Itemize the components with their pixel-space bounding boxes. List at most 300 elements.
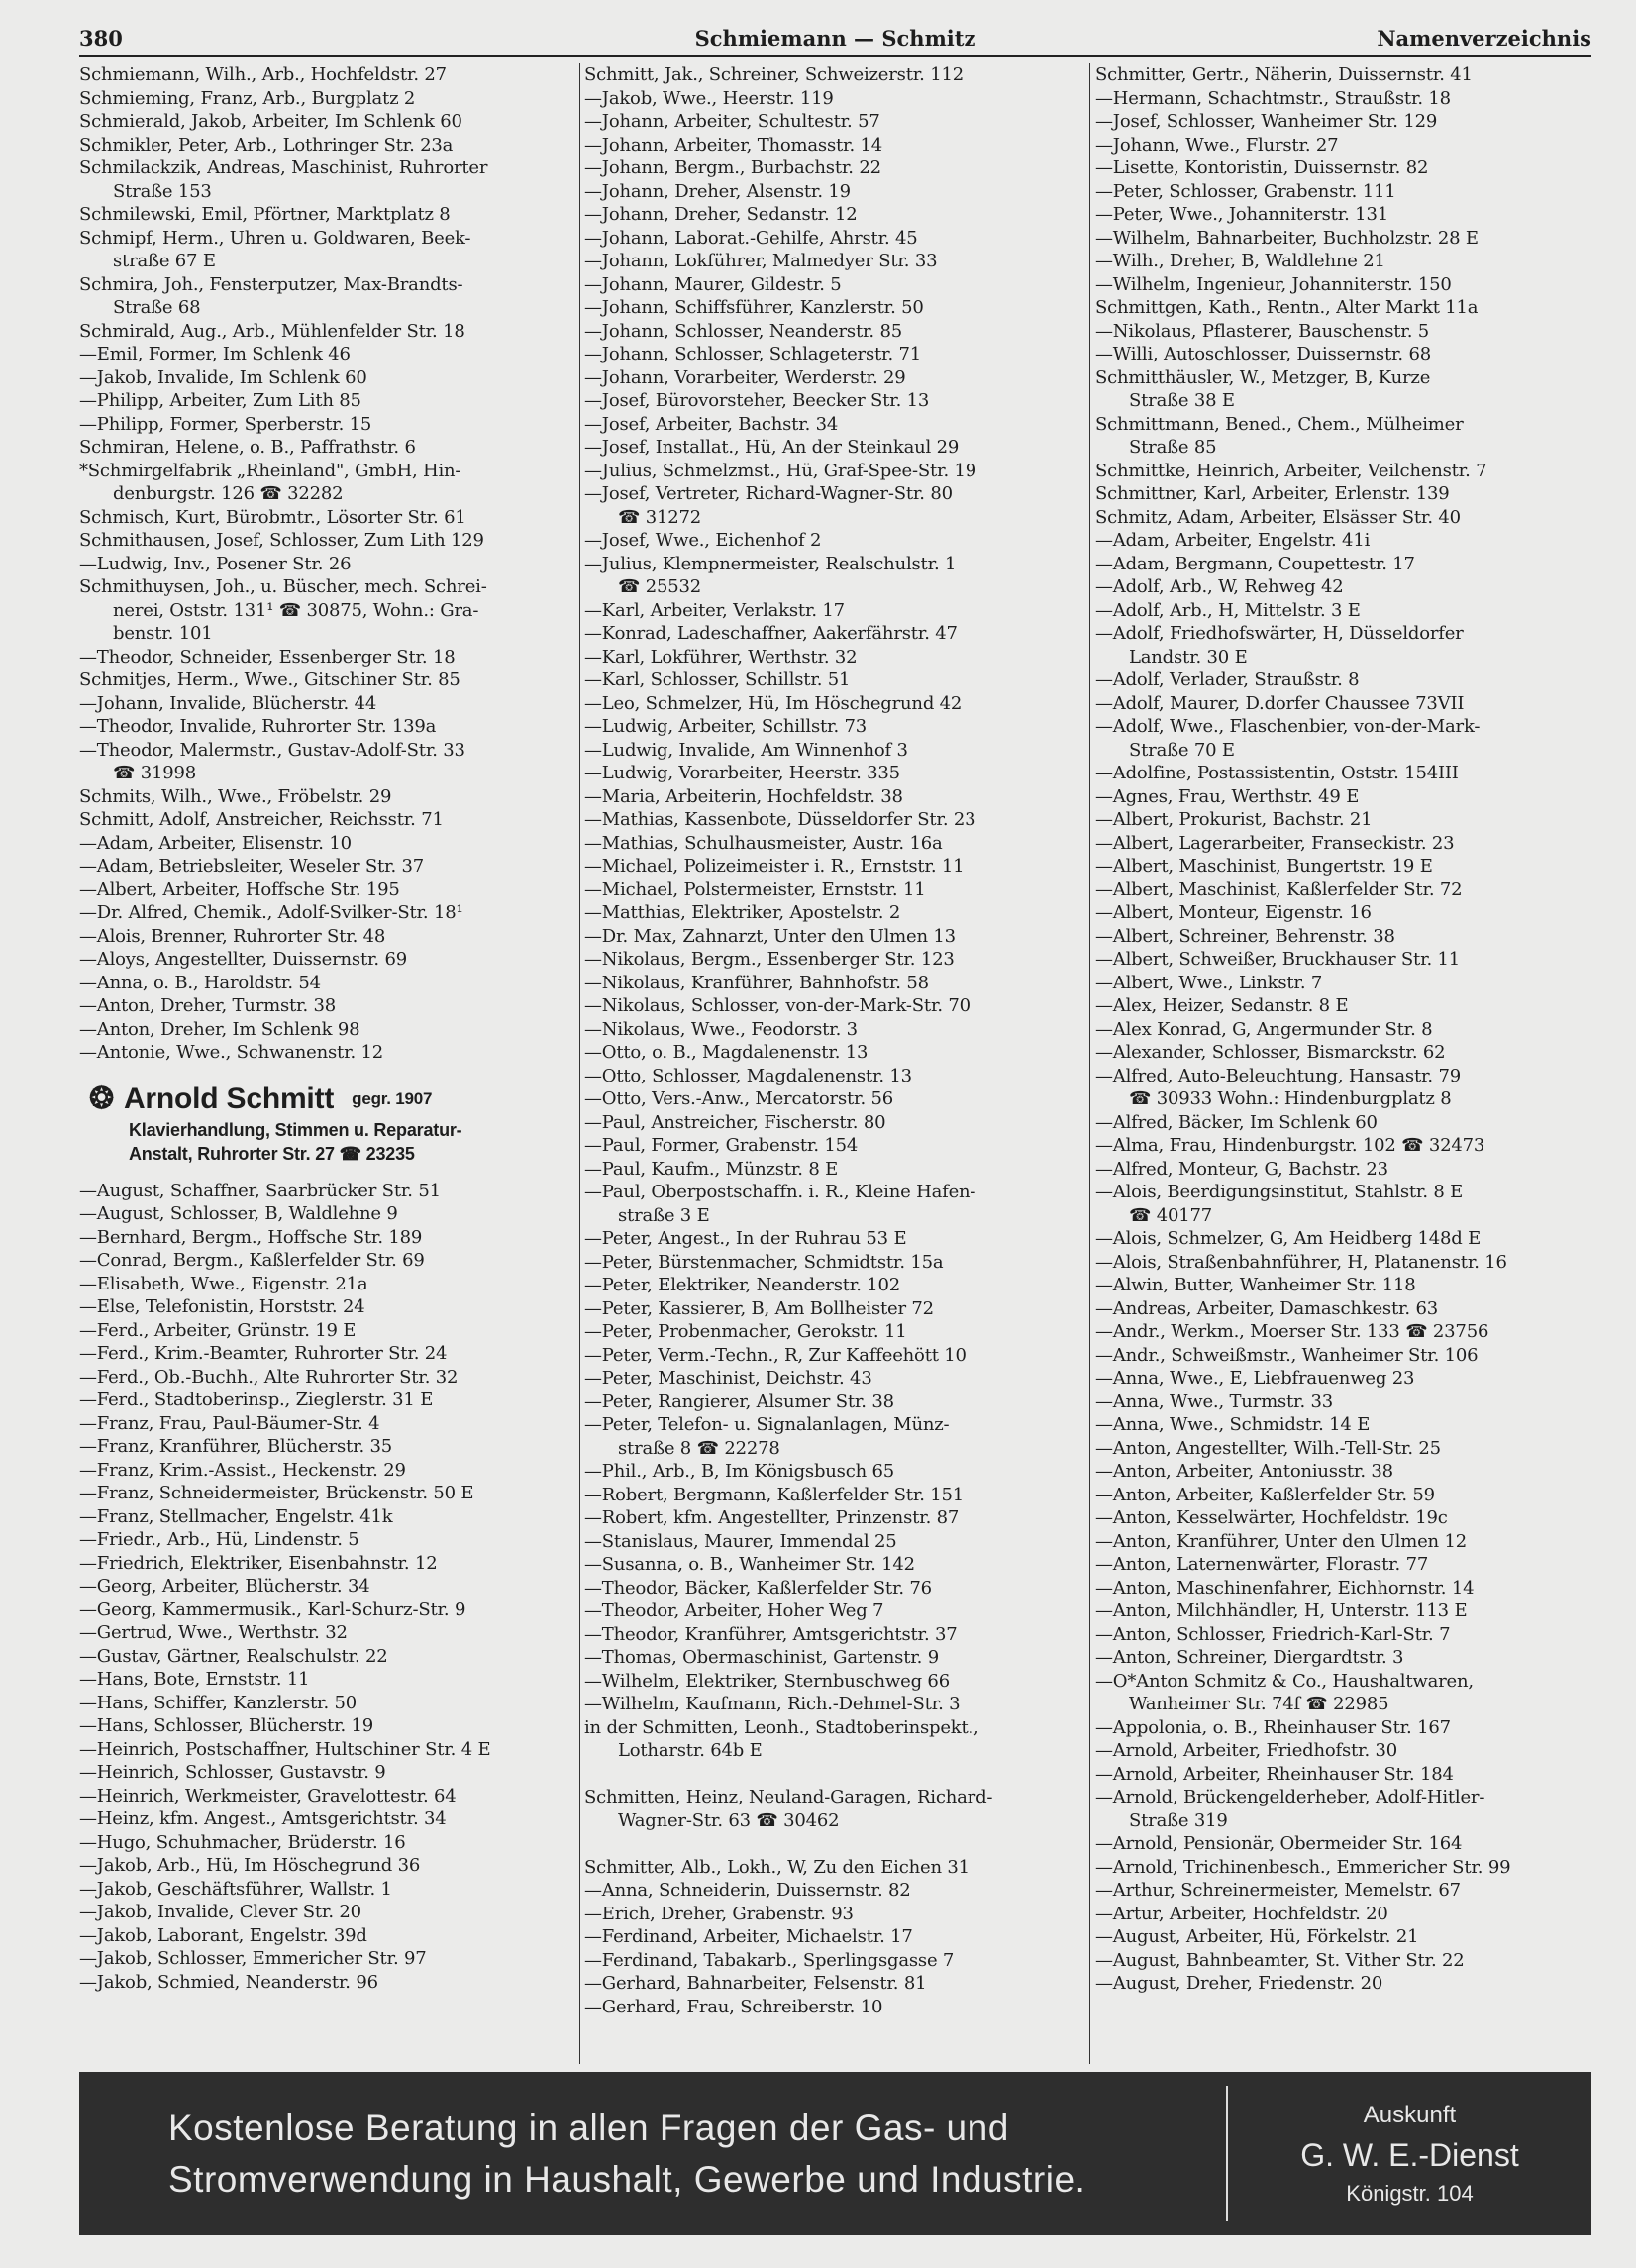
directory-entry <box>1095 273 1595 297</box>
entry-line: —Artur, Arbeiter, Hochfeldstr. 20 <box>1095 1903 1388 1924</box>
entry-line: —Anna, Wwe., Turmstr. 33 <box>1095 1391 1334 1412</box>
entry-line: —Anton, Angestellter, Wilh.-Tell-Str. 25 <box>1095 1437 1441 1459</box>
entry-line: —Aloys, Angestellter, Duissernstr. 69 <box>79 949 407 970</box>
entry-line: —Anton, Schreiner, Diergardtstr. 3 <box>1095 1647 1404 1668</box>
entry-line: —Elisabeth, Wwe., Eigenstr. 21a <box>79 1273 368 1294</box>
directory-entry <box>79 808 579 832</box>
entry-line: —August, Arbeiter, Hü, Förkelstr. 21 <box>1095 1926 1419 1947</box>
directory-entry <box>1095 972 1595 995</box>
entry-line: —Anton, Dreher, Im Schlenk 98 <box>79 1018 360 1040</box>
entry-line: —Alma, Frau, Hindenburgstr. 102 ☎ 32473 <box>1095 1135 1485 1156</box>
directory-entry <box>584 1530 1084 1554</box>
entry-line: —Robert, Bergmann, Kaßlerfelder Str. 151 <box>584 1484 965 1505</box>
directory-entry <box>584 1879 1084 1903</box>
entry-line: —Josef, Vertreter, Richard-Wagner-Str. 80 <box>584 483 953 504</box>
entry-line: Schmilewski, Emil, Pförtner, Marktplatz 8 <box>79 204 451 225</box>
entry-line: —Ferdinand, Tabakarb., Sperlingsgasse 7 <box>584 1949 955 1971</box>
directory-entry <box>1095 180 1595 204</box>
entry-line: —Peter, Probenmacher, Gerokstr. 11 <box>584 1321 907 1342</box>
entry-line: —Phil., Arb., B, Im Königsbusch 65 <box>584 1461 895 1482</box>
entry-line: —Nikolaus, Bergm., Essenberger Str. 123 <box>584 949 955 970</box>
entry-continuation-line: Landstr. 30 E <box>1129 646 1248 668</box>
column-divider <box>579 63 580 2064</box>
directory-entry <box>584 320 1084 344</box>
entry-line: —Adolf, Friedhofswärter, H, Düsseldorfer <box>1095 623 1464 644</box>
entry-line: —Hans, Schlosser, Blücherstr. 19 <box>79 1715 374 1736</box>
directory-entry <box>584 715 1084 739</box>
directory-entry <box>1095 994 1595 1018</box>
directory-entry <box>584 901 1084 925</box>
directory-entry <box>1095 1506 1595 1530</box>
entry-line: —Paul, Former, Grabenstr. 154 <box>584 1135 859 1156</box>
directory-entry <box>584 855 1084 878</box>
entry-line: —Ferd., Ob.-Buchh., Alte Ruhrorter Str. 32 <box>79 1366 459 1388</box>
entry-line: —Johann, Wwe., Flurstr. 27 <box>1095 134 1339 155</box>
entry-line: —Arnold, Arbeiter, Friedhofstr. 30 <box>1095 1740 1398 1761</box>
directory-entry <box>584 250 1084 273</box>
directory-entry <box>1095 1763 1595 1787</box>
directory-entry <box>79 1947 579 1971</box>
directory-entry <box>79 1645 579 1669</box>
directory-entry <box>584 832 1084 856</box>
entry-line: —Otto, o. B., Magdalenenstr. 13 <box>584 1042 869 1063</box>
entry-line: —Michael, Polizeimeister i. R., Ernststr. 11 <box>584 856 965 876</box>
entry-line: Schmieming, Franz, Arb., Burgplatz 2 <box>79 87 416 109</box>
entry-line: —Leo, Schmelzer, Hü, Im Höschegrund 42 <box>584 692 963 714</box>
directory-entry <box>79 343 579 366</box>
entry-line: —Wilhelm, Ingenieur, Johanniterstr. 150 <box>1095 273 1452 295</box>
directory-entry <box>584 134 1084 157</box>
entry-line: —Franz, Stellmacher, Engelstr. 41k <box>79 1505 393 1527</box>
directory-entry <box>584 553 1084 599</box>
directory-column-3 <box>1095 63 1595 2064</box>
entry-line: —Julius, Klempnermeister, Realschulstr. 1 <box>584 553 957 574</box>
directory-entry <box>584 669 1084 692</box>
directory-entry <box>79 646 579 670</box>
directory-entry <box>79 1389 579 1412</box>
entry-line: —Konrad, Ladeschaffner, Aakerfährstr. 47 <box>584 623 958 644</box>
entry-line: —Bernhard, Bergm., Hoffsche Str. 189 <box>79 1226 423 1248</box>
entry-line: —Johann, Schiffsführer, Kanzlerstr. 50 <box>584 297 924 318</box>
entry-line: —O*Anton Schmitz & Co., Haushaltwaren, <box>1095 1670 1474 1692</box>
entry-line: —Karl, Schlosser, Schillstr. 51 <box>584 670 851 690</box>
entry-line: —Theodor, Malermstr., Gustav-Adolf-Str. 33 <box>79 739 465 761</box>
directory-entry <box>79 901 579 925</box>
directory-entry <box>1095 506 1595 530</box>
directory-entry <box>584 63 1084 87</box>
directory-entry <box>79 1575 579 1598</box>
entry-line: —Jakob, Invalide, Im Schlenk 60 <box>79 366 367 388</box>
entry-line: —Nikolaus, Wwe., Feodorstr. 3 <box>584 1018 858 1040</box>
entry-line: —Heinz, kfm. Angest., Amtsgerichtstr. 34 <box>79 1808 447 1829</box>
directory-entry <box>1095 1832 1595 1856</box>
entry-line: —Jakob, Invalide, Clever Str. 20 <box>79 1902 361 1922</box>
entry-line: —Arthur, Schreinermeister, Memelstr. 67 <box>1095 1880 1461 1901</box>
entry-line: Schmirald, Aug., Arb., Mühlenfelder Str. 18 <box>79 320 465 342</box>
directory-entry <box>79 273 579 320</box>
directory-entry <box>584 343 1084 366</box>
directory-entry <box>1095 1437 1595 1461</box>
directory-entry <box>79 1041 579 1065</box>
entry-line: —Johann, Dreher, Sedanstr. 12 <box>584 204 858 225</box>
entry-line: —Josef, Wwe., Eichenhof 2 <box>584 530 822 551</box>
entry-line: —Emil, Former, Im Schlenk 46 <box>79 344 351 364</box>
directory-entry <box>79 413 579 437</box>
directory-entry <box>79 1366 579 1390</box>
arnold-schmitt-advertisement <box>79 1081 579 1166</box>
entry-line: —Theodor, Bäcker, Kaßlerfelder Str. 76 <box>584 1577 932 1598</box>
directory-entry <box>1095 622 1595 669</box>
directory-entry <box>584 948 1084 972</box>
directory-entry <box>79 1971 579 1995</box>
directory-entry <box>79 320 579 344</box>
entry-line: —Gerhard, Frau, Schreiberstr. 10 <box>584 1996 883 2017</box>
entry-line: —Erich, Dreher, Grabenstr. 93 <box>584 1903 854 1924</box>
entry-line: Schmitz, Adam, Arbeiter, Elsässer Str. 40 <box>1095 506 1461 528</box>
directory-entry <box>79 715 579 739</box>
entry-line: —Albert, Schreiner, Behrenstr. 38 <box>1095 925 1395 947</box>
entry-line: —Adam, Betriebsleiter, Weseler Str. 37 <box>79 856 425 876</box>
directory-entry <box>79 1018 579 1042</box>
entry-line: —Josef, Arbeiter, Bachstr. 34 <box>584 413 839 435</box>
directory-entry <box>1095 1856 1595 1880</box>
entry-line: —Michael, Polstermeister, Ernststr. 11 <box>584 878 926 900</box>
entry-line: —Adolf, Arb., H, Mittelstr. 3 E <box>1095 599 1361 621</box>
entry-line: —Anton, Kranführer, Unter den Ulmen 12 <box>1095 1530 1467 1552</box>
entry-continuation-line: Straße 68 <box>113 297 201 318</box>
entry-line: —Albert, Prokurist, Bachstr. 21 <box>1095 809 1373 830</box>
directory-entry <box>79 1319 579 1343</box>
directory-entry <box>1095 1413 1595 1437</box>
directory-entry <box>79 1598 579 1622</box>
entry-line: —Maria, Arbeiterin, Hochfeldstr. 38 <box>584 785 903 807</box>
directory-entry <box>584 1693 1084 1716</box>
entry-line: —Conrad, Bergm., Kaßlerfelder Str. 69 <box>79 1250 425 1271</box>
entry-line: —Robert, kfm. Angestellter, Prinzenstr. 87 <box>584 1507 960 1528</box>
directory-entry <box>584 1599 1084 1623</box>
directory-entry <box>1095 1670 1595 1716</box>
entry-line: —Johann, Schlosser, Schlageterstr. 71 <box>584 344 922 364</box>
ad-service-name: G. W. E.-Dienst <box>1300 2136 1519 2173</box>
directory-entry <box>584 1856 1084 1880</box>
entry-line: Schmilackzik, Andreas, Maschinist, Ruhrorter <box>79 157 488 178</box>
directory-entry <box>1095 482 1595 506</box>
entry-line: —Philipp, Former, Sperberstr. 15 <box>79 413 372 435</box>
directory-entry <box>79 1273 579 1296</box>
entry-line: Schmisch, Kurt, Bürobmtr., Lösorter Str. 61 <box>79 506 466 528</box>
directory-entry <box>584 1646 1084 1670</box>
entry-line: —Jakob, Geschäftsführer, Wallstr. 1 <box>79 1878 392 1900</box>
directory-entry <box>584 1460 1084 1484</box>
entry-line: Schmithausen, Josef, Schlosser, Zum Lith 129 <box>79 530 484 551</box>
entry-line: —Ludwig, Vorarbeiter, Heerstr. 335 <box>584 763 900 783</box>
entry-line: —Andr., Schweißmstr., Wanheimer Str. 106 <box>1095 1344 1479 1366</box>
entry-line: —Wilh., Dreher, B, Waldlehne 21 <box>1095 251 1385 271</box>
entry-line: Schmittner, Karl, Arbeiter, Erlenstr. 139 <box>1095 483 1450 504</box>
entry-line: —Wilhelm, Bahnarbeiter, Buchholzstr. 28 E <box>1095 227 1479 249</box>
entry-line: —Peter, Angest., In der Ruhrau 53 E <box>584 1228 907 1249</box>
entry-line: Schmipf, Herm., Uhren u. Goldwaren, Beek- <box>79 227 471 249</box>
directory-entry <box>1095 460 1595 483</box>
directory-entry <box>79 1249 579 1273</box>
directory-entry <box>1095 1553 1595 1577</box>
directory-entry <box>79 1785 579 1808</box>
directory-entry <box>1095 203 1595 227</box>
directory-entry <box>584 808 1084 832</box>
directory-entry <box>79 1552 579 1576</box>
directory-entry <box>584 1903 1084 1926</box>
directory-entry <box>584 460 1084 483</box>
directory-entry <box>1095 901 1595 925</box>
entry-line: —Philipp, Arbeiter, Zum Lith 85 <box>79 390 361 411</box>
directory-entry <box>79 134 579 157</box>
directory-entry <box>1095 1320 1595 1344</box>
entry-line: —Alwin, Butter, Wanheimer Str. 118 <box>1095 1275 1416 1295</box>
directory-entry <box>584 1925 1084 1949</box>
directory-entry <box>584 1949 1084 1973</box>
entry-line: Schmithuysen, Joh., u. Büscher, mech. Schrei- <box>79 576 487 597</box>
entry-line: —Otto, Schlosser, Magdalenenstr. 13 <box>584 1065 912 1086</box>
directory-entry <box>584 203 1084 227</box>
directory-entry <box>79 1202 579 1226</box>
directory-entry <box>1095 1739 1595 1763</box>
entry-line: —Franz, Krim.-Assist., Heckenstr. 29 <box>79 1459 406 1481</box>
directory-entry <box>584 1413 1084 1460</box>
directory-entry <box>584 646 1084 670</box>
entry-line: —Theodor, Invalide, Ruhrorter Str. 139a <box>79 716 437 737</box>
entry-line: —Dr. Alfred, Chemik., Adolf-Svilker-Str. 18¹ <box>79 902 463 923</box>
entry-line: —Antonie, Wwe., Schwanenstr. 12 <box>79 1042 384 1063</box>
entry-line: —Mathias, Schulhausmeister, Austr. 16a <box>584 832 943 854</box>
directory-entry <box>584 622 1084 646</box>
entry-line: —Franz, Schneidermeister, Brückenstr. 50 E <box>79 1483 474 1503</box>
directory-entry <box>1095 1786 1595 1832</box>
ad-text-line-1: Kostenlose Beratung in allen Fragen der Gas- und <box>168 2107 1009 2148</box>
directory-entry <box>79 553 579 576</box>
directory-entry <box>1095 250 1595 273</box>
entry-line: —Alois, Schmelzer, G, Am Heidberg 148d E <box>1095 1228 1482 1249</box>
entry-line: —Else, Telefonistin, Horststr. 24 <box>79 1296 365 1317</box>
entry-line: —Ferd., Krim.-Beamter, Ruhrorter Str. 24 <box>79 1343 448 1364</box>
directory-entry <box>79 1854 579 1878</box>
directory-entry <box>584 482 1084 529</box>
entry-line: Schmitter, Alb., Lokh., W, Zu den Eichen 31 <box>584 1856 970 1878</box>
directory-entry <box>584 1181 1084 1227</box>
directory-entry <box>584 273 1084 297</box>
entry-line: —Alex Konrad, G, Angermunder Str. 8 <box>1095 1018 1433 1040</box>
entry-line: —Johann, Vorarbeiter, Werderstr. 29 <box>584 366 906 388</box>
directory-entry <box>1095 599 1595 623</box>
entry-line: —Matthias, Elektriker, Apostelstr. 2 <box>584 902 901 923</box>
entry-line: —Gustav, Gärtner, Realschulstr. 22 <box>79 1645 388 1667</box>
entry-line: —Anton, Arbeiter, Antoniusstr. 38 <box>1095 1461 1393 1482</box>
directory-entry <box>1095 413 1595 460</box>
entry-continuation-line: Wagner-Str. 63 ☎ 30462 <box>618 1809 840 1831</box>
directory-entry <box>1095 63 1595 87</box>
entry-line: —Anna, Wwe., Schmidstr. 14 E <box>1095 1414 1371 1435</box>
directory-entry <box>79 366 579 390</box>
entry-line: —Stanislaus, Maurer, Immendal 25 <box>584 1530 897 1552</box>
directory-entry <box>1095 1972 1595 1996</box>
entry-line: —Nikolaus, Pflasterer, Bauschenstr. 5 <box>1095 320 1430 342</box>
entry-line: —Adam, Arbeiter, Elisenstr. 10 <box>79 832 352 854</box>
entry-line: —Johann, Bergm., Burbachstr. 22 <box>584 157 881 178</box>
directory-entry <box>79 1505 579 1529</box>
entry-line: —Anton, Laternenwärter, Florastr. 77 <box>1095 1554 1429 1575</box>
entry-line: —Adolf, Arb., W, Rehweg 42 <box>1095 576 1344 597</box>
entry-line: —Jakob, Wwe., Heerstr. 119 <box>584 87 834 109</box>
directory-entry <box>584 762 1084 785</box>
directory-entry <box>1095 87 1595 111</box>
entry-line: —Alex, Heizer, Sedanstr. 8 E <box>1095 995 1349 1016</box>
entry-line: —Johann, Dreher, Alsenstr. 19 <box>584 180 851 202</box>
directory-entry <box>584 1251 1084 1275</box>
entry-line: —Agnes, Frau, Werthstr. 49 E <box>1095 785 1360 807</box>
entry-line: —Alfred, Auto-Beleuchtung, Hansastr. 79 <box>1095 1065 1461 1086</box>
entry-line: —Josef, Bürovorsteher, Beecker Str. 13 <box>584 390 930 411</box>
directory-entry <box>584 227 1084 251</box>
entry-continuation-line: straße 67 E <box>113 251 216 271</box>
directory-entry <box>79 1435 579 1459</box>
entry-line: —Albert, Arbeiter, Hoffsche Str. 195 <box>79 878 400 900</box>
entry-line: —Arnold, Brückengelderheber, Adolf-Hitler- <box>1095 1787 1485 1807</box>
entry-line: —Peter, Telefon- u. Signalanlagen, Münz- <box>584 1414 950 1435</box>
directory-entry <box>1095 134 1595 157</box>
column-divider <box>1089 63 1090 2064</box>
directory-entry <box>584 1111 1084 1135</box>
entry-line: —Gertrud, Wwe., Werthstr. 32 <box>79 1622 348 1643</box>
entry-line: —August, Schaffner, Saarbrücker Str. 51 <box>79 1180 441 1201</box>
entry-line: —Jakob, Laborant, Engelstr. 39d <box>79 1924 367 1946</box>
directory-entry <box>79 972 579 995</box>
directory-entry <box>79 669 579 692</box>
spacer <box>584 1763 1084 1787</box>
entry-line: Schmittgen, Kath., Rentn., Alter Markt 11a <box>1095 297 1479 318</box>
entry-line: Schmittke, Heinrich, Arbeiter, Veilchenstr. 7 <box>1095 460 1487 481</box>
directory-entry <box>79 1226 579 1250</box>
directory-entry <box>1095 1484 1595 1507</box>
entry-line: —Anna, o. B., Haroldstr. 54 <box>79 972 321 993</box>
directory-entry <box>584 1320 1084 1344</box>
directory-entry <box>584 1786 1084 1832</box>
entry-line: —Alois, Beerdigungsinstitut, Stahlstr. 8 E <box>1095 1182 1464 1202</box>
directory-entry <box>79 227 579 273</box>
entry-line: —Georg, Kammermusik., Karl-Schurz-Str. 9 <box>79 1598 466 1620</box>
directory-entry <box>79 1482 579 1505</box>
directory-entry <box>584 1018 1084 1042</box>
entry-line: —Otto, Vers.-Anw., Mercatorstr. 56 <box>584 1088 893 1109</box>
entry-line: —Nikolaus, Schlosser, von-der-Mark-Str. 70 <box>584 995 971 1016</box>
directory-entry <box>1095 1041 1595 1065</box>
page-header <box>79 22 1591 57</box>
entry-line: —Paul, Anstreicher, Fischerstr. 80 <box>584 1111 886 1133</box>
entry-continuation-line: denburgstr. 126 ☎ 32282 <box>113 483 344 504</box>
entry-continuation-line: straße 8 ☎ 22278 <box>618 1437 780 1459</box>
directory-entry <box>1095 808 1595 832</box>
entry-line: —Johann, Laborat.-Gehilfe, Ahrstr. 45 <box>584 227 918 249</box>
entry-line: —Theodor, Kranführer, Amtsgerichtstr. 37 <box>584 1623 958 1645</box>
directory-entry <box>1095 1716 1595 1740</box>
entry-line: —Franz, Frau, Paul-Bäumer-Str. 4 <box>79 1412 380 1434</box>
entry-continuation-line: Straße 38 E <box>1129 390 1235 411</box>
entry-line: —Heinrich, Postschaffner, Hultschiner Str. 4 E <box>79 1738 491 1760</box>
directory-entry <box>584 1227 1084 1251</box>
entry-line: —Anton, Maschinenfahrer, Eichhornstr. 14 <box>1095 1577 1475 1598</box>
entry-line: —Friedrich, Elektriker, Eisenbahnstr. 12 <box>79 1552 438 1574</box>
directory-entry <box>584 389 1084 413</box>
directory-entry <box>584 1134 1084 1158</box>
ad-info-label: Auskunft <box>1363 2101 1457 2128</box>
directory-entry <box>79 506 579 530</box>
directory-entry <box>584 1344 1084 1368</box>
entry-continuation-line: ☎ 40177 <box>1129 1204 1213 1226</box>
directory-entry <box>1095 878 1595 902</box>
directory-entry <box>79 994 579 1018</box>
entry-line: —Hugo, Schuhmacher, Brüderstr. 16 <box>79 1831 406 1853</box>
entry-line: —Paul, Oberpostschaffn. i. R., Kleine Hafen- <box>584 1182 976 1202</box>
entry-line: —Albert, Monteur, Eigenstr. 16 <box>1095 902 1372 923</box>
directory-entry <box>1095 1227 1595 1251</box>
directory-entry <box>79 785 579 809</box>
gas-electricity-advertisement <box>79 2072 1591 2235</box>
directory-entry <box>79 63 579 87</box>
entry-line: —Susanna, o. B., Wanheimer Str. 142 <box>584 1554 915 1575</box>
entry-line: —Johann, Lokführer, Malmedyer Str. 33 <box>584 251 938 271</box>
directory-entry <box>584 110 1084 134</box>
directory-entry <box>79 1738 579 1762</box>
entry-line: Schmiran, Helene, o. B., Paffrathstr. 6 <box>79 437 416 458</box>
entry-line: —Andr., Werkm., Moerser Str. 133 ☎ 23756 <box>1095 1321 1489 1342</box>
directory-entry <box>79 1180 579 1203</box>
directory-entry <box>79 389 579 413</box>
directory-entry <box>1095 1111 1595 1135</box>
directory-entry <box>79 1621 579 1645</box>
directory-entry <box>79 855 579 878</box>
entry-line: —Hans, Schiffer, Kanzlerstr. 50 <box>79 1692 358 1713</box>
directory-entry <box>79 1412 579 1436</box>
entry-line: Schmitt, Jak., Schreiner, Schweizerstr. 112 <box>584 64 964 85</box>
entry-line: —Thomas, Obermaschinist, Gartenstr. 9 <box>584 1647 939 1668</box>
directory-entry <box>1095 1646 1595 1670</box>
directory-entry <box>1095 832 1595 856</box>
directory-entry <box>1095 1134 1595 1158</box>
entry-line: —Alfred, Monteur, G, Bachstr. 23 <box>1095 1158 1388 1180</box>
entry-line: —Adam, Arbeiter, Engelstr. 41i <box>1095 530 1371 551</box>
entry-line: —Theodor, Arbeiter, Hoher Weg 7 <box>584 1600 884 1621</box>
entry-line: —Albert, Schweißer, Bruckhauser Str. 11 <box>1095 949 1461 970</box>
entry-line: —Anton, Kesselwärter, Hochfeldstr. 19c <box>1095 1507 1448 1528</box>
spacer <box>584 1832 1084 1856</box>
directory-entry <box>584 156 1084 180</box>
entry-line: —Willi, Autoschlosser, Duissernstr. 68 <box>1095 344 1431 364</box>
directory-entry <box>584 599 1084 623</box>
entry-continuation-line: nerei, Oststr. 131¹ ☎ 30875, Wohn.: Gra- <box>113 599 479 621</box>
directory-entry <box>584 296 1084 320</box>
entry-line: —Johann, Arbeiter, Thomasstr. 14 <box>584 134 883 155</box>
directory-entry <box>1095 1460 1595 1484</box>
entry-continuation-line: Straße 153 <box>113 180 212 202</box>
name-range: Schmiemann — Schmitz <box>694 26 976 51</box>
entry-line: —Alois, Straßenbahnführer, H, Platanenstr. 16 <box>1095 1251 1507 1273</box>
ad-company-name: Arnold Schmitt <box>123 1082 335 1115</box>
directory-entry <box>79 1342 579 1366</box>
entry-line: —Dr. Max, Zahnarzt, Unter den Ulmen 13 <box>584 925 956 947</box>
entry-line: —Anton, Dreher, Turmstr. 38 <box>79 995 337 1016</box>
entry-line: —Anton, Arbeiter, Kaßlerfelder Str. 59 <box>1095 1484 1435 1505</box>
directory-entry <box>79 832 579 856</box>
directory-entry <box>1095 575 1595 599</box>
entry-line: —Albert, Lagerarbeiter, Franseckistr. 23 <box>1095 832 1455 854</box>
